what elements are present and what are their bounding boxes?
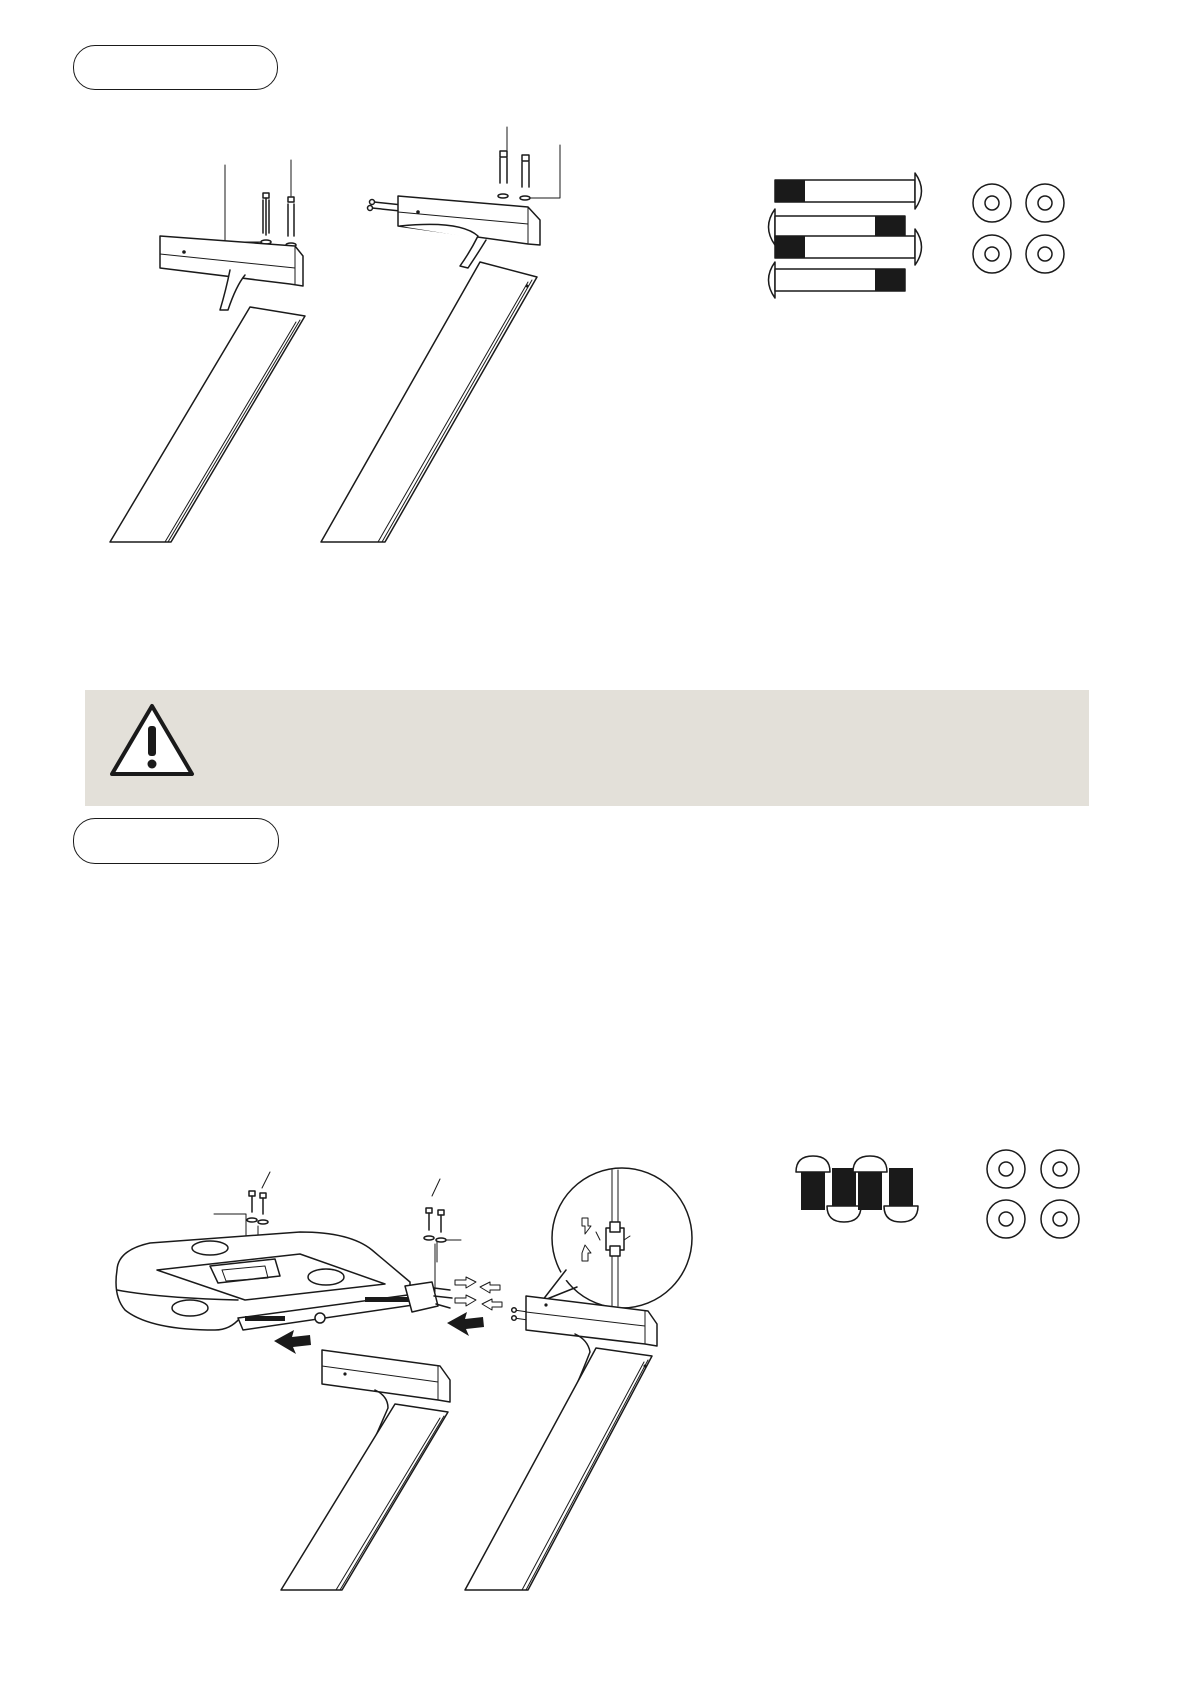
screw-icon — [426, 1208, 432, 1230]
screw-icon — [438, 1210, 444, 1232]
connector-detail-callout — [540, 1168, 692, 1308]
arrow-left-icon — [447, 1312, 484, 1336]
screw-icon — [260, 1193, 266, 1214]
screw-icon — [249, 1191, 255, 1212]
arrow-left-icon — [482, 1299, 502, 1310]
arrow-right-icon — [455, 1277, 476, 1288]
arrow-left-icon — [274, 1330, 311, 1354]
arrow-right-icon — [455, 1295, 476, 1306]
arrow-left-icon — [480, 1282, 500, 1293]
